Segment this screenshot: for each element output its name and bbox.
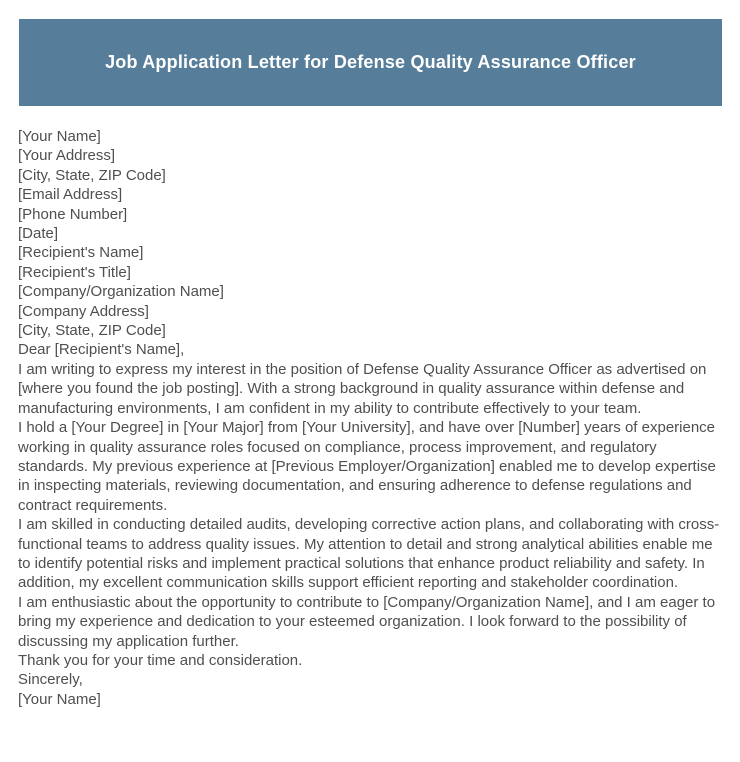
letter-paragraph: I am writing to express my interest in the position of Defense Quality Assurance Officer as advertised on [where you found the job posting]. With a strong background in quality assurance within defense and manufacturing environments, I am confident in my ability to contribute effectively to your team. xyxy=(18,360,707,417)
address-line: [Date] xyxy=(18,225,59,243)
salutation-line: Dear [Recipient's Name], xyxy=(18,341,185,359)
address-line: [Company/Organization Name] xyxy=(18,283,224,301)
address-line: [Your Address] xyxy=(18,147,116,165)
letter-paragraph: I am enthusiastic about the opportunity to contribute to [Company/Organization Name], and I am eager to bring my experience and dedication to your esteemed organization. I look forward to the possibility of discussing my application further. xyxy=(18,593,716,650)
address-line: [Phone Number] xyxy=(18,205,128,223)
letter-title-banner xyxy=(19,19,722,106)
letter-body xyxy=(18,127,722,709)
address-line: [Company Address] xyxy=(18,302,149,320)
address-line: [Recipient's Title] xyxy=(18,263,131,281)
letter-paragraph: I hold a [Your Degree] in [Your Major] from [Your University], and have over [Number] years of experience working in quality assurance roles focused on compliance, process improvement, and regulatory standards. My previous experience at [Previous Employer/Organization] enabled me to develop expertise in inspecting materials, reviewing documentation, and ensuring adherence to defense regulations and contract requirements. xyxy=(18,419,716,514)
address-line: [Your Name] xyxy=(18,128,101,145)
page-title: Job Application Letter for Defense Quality Assurance Officer xyxy=(105,52,636,72)
address-line: [City, State, ZIP Code] xyxy=(18,166,166,184)
signature-line: [Your Name] xyxy=(18,690,101,708)
letter-paragraph: I am skilled in conducting detailed audits, developing corrective action plans, and collaborating with cross-functional teams to address quality issues. My attention to detail and strong analytical abilities enable me to identify potential risks and implement practical solutions that enhance product reliability and safety. In addition, my excellent communication skills support efficient reporting and stakeholder coordination. xyxy=(18,516,720,592)
signoff-line: Sincerely, xyxy=(18,671,83,689)
address-line: [Recipient's Name] xyxy=(18,244,144,262)
closing-thanks-line: Thank you for your time and consideration. xyxy=(18,651,303,669)
address-line: [Email Address] xyxy=(18,186,123,204)
address-line: [City, State, ZIP Code] xyxy=(18,322,166,340)
